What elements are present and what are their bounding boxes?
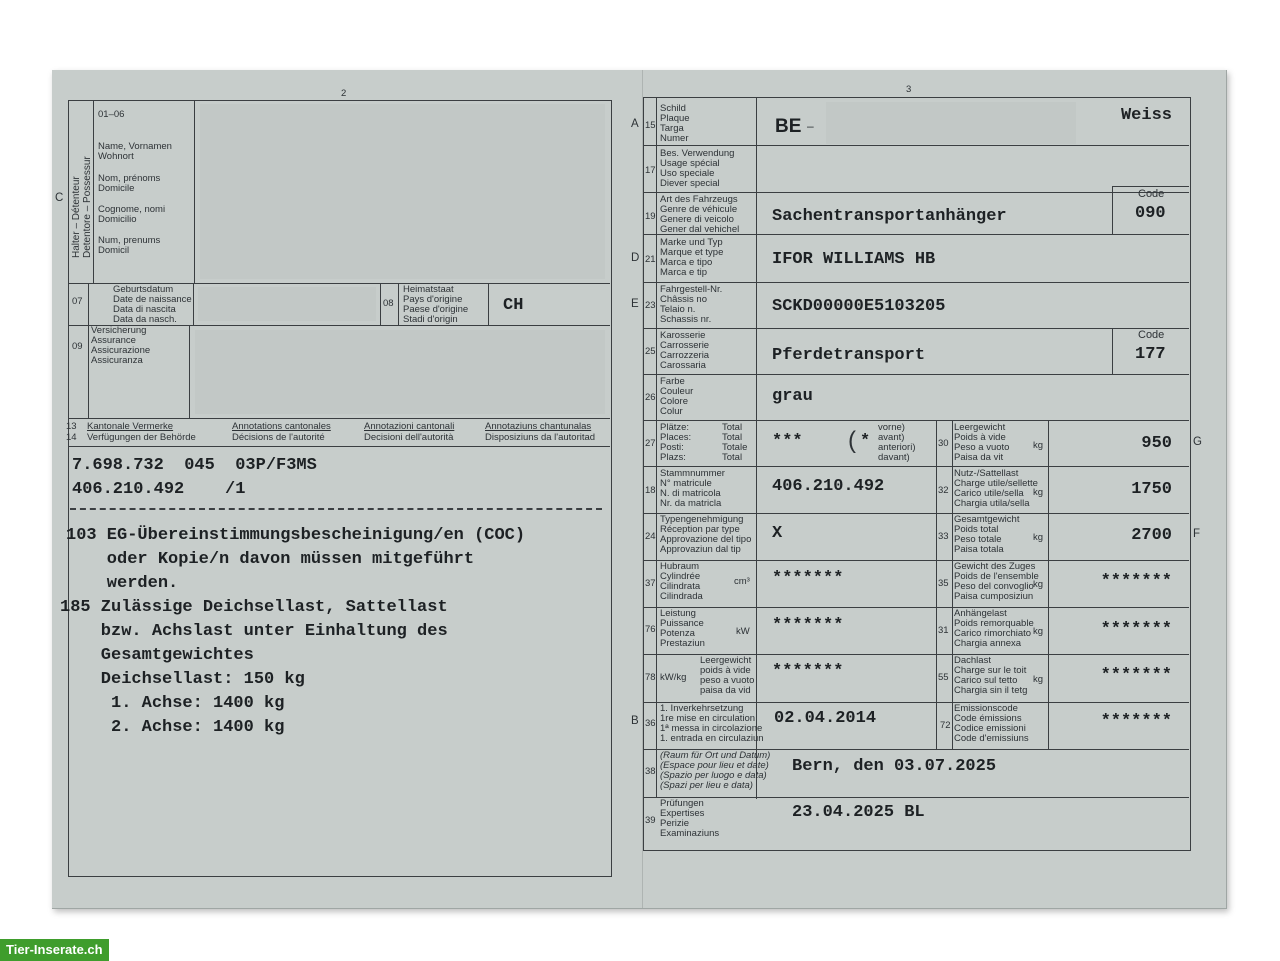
field-19-label: Art des Fahrzeugs Genre de véhicule Genere di veicolo Gener dal vehichel — [660, 194, 740, 235]
field-13-label-fr: Annotations cantonales — [232, 421, 331, 432]
field-32-value: 1750 — [1131, 480, 1172, 499]
side-letter-e: E — [631, 298, 639, 310]
field-17-number: 17 — [645, 165, 656, 176]
field-30-number: 30 — [938, 438, 949, 449]
field-33-label: Gesamtgewicht Poids total Peso totale Paisa totala — [954, 514, 1020, 555]
field-37-label: Hubraum Cylindrée Cilindrata Cilindrada — [660, 561, 703, 602]
field-23-label: Fahrgestell-Nr. Châssis no Telaio n. Schassis nr. — [660, 284, 723, 325]
field-13-label-de: Kantonale Vermerke — [87, 421, 174, 432]
field-78-value: ******* — [772, 662, 844, 681]
field-72-label: Emissionscode Code émissions Codice emissioni Code d'emissiuns — [954, 703, 1029, 744]
field-38-label: (Raum für Ort und Datum) (Espace pour lieu et date) (Spazio per luogo e data) (Spazi per lieu e data) — [660, 750, 771, 791]
side-letter-a: A — [631, 118, 639, 130]
field-38-number: 38 — [645, 766, 656, 777]
field-14-number: 14 — [66, 432, 77, 443]
field-21-number: 21 — [645, 254, 656, 265]
field-36-label: 1. Inverkehrsetzung 1re mise en circulation 1ª messa in circolazione 1. entrada en circulaziun — [660, 703, 764, 744]
field-07-number: 07 — [72, 296, 83, 307]
field-27-star: * — [860, 432, 871, 451]
field-27-value: *** — [772, 432, 803, 451]
field-15-number: 15 — [645, 120, 656, 131]
side-letter-f: F — [1193, 528, 1201, 540]
field-18-label: Stammnummer N° matricule N. di matricola Nr. da matricla — [660, 468, 725, 509]
remark-line: bzw. Achslast unter Einhaltung des — [60, 622, 448, 641]
redacted-birthdate — [198, 287, 376, 321]
holder-code: 01–06 — [98, 109, 125, 120]
field-18-number: 18 — [645, 485, 656, 496]
field-23-value: SCKD00000E5103205 — [772, 297, 946, 316]
field-25-code: 177 — [1135, 345, 1166, 364]
field-13-number: 13 — [66, 421, 77, 432]
field-30-label: Leergewicht Poids à vide Peso a vuoto Paisa da vit — [954, 422, 1010, 463]
field-76-value: ******* — [772, 616, 844, 635]
field-33-value: 2700 — [1131, 526, 1172, 545]
plate-color: Weiss — [1120, 106, 1172, 125]
left-page-number: 2 — [341, 88, 347, 99]
field-14-label-fr: Décisions de l'autorité — [232, 432, 325, 443]
site-watermark[interactable]: Tier-Inserate.ch — [0, 939, 109, 961]
field-13-label-rm: Annotaziuns chantunalas — [485, 421, 592, 432]
field-08-value: CH — [503, 296, 524, 315]
field-07-label: Geburtsdatum Date de naissance Data di nascita Data da nasch. — [113, 284, 192, 325]
field-35-number: 35 — [938, 578, 949, 589]
field-32-number: 32 — [938, 485, 949, 496]
field-25-value: Pferdetransport — [772, 346, 926, 365]
holder-label-de: Name, Vornamen Wohnort — [98, 141, 172, 162]
field-27-label: Plätze: Places: Posti: Plazs: — [660, 422, 692, 463]
field-09-number: 09 — [72, 341, 83, 352]
plate-value: BE — [775, 116, 802, 137]
side-letter-d: D — [631, 252, 640, 264]
field-36-value: 02.04.2014 — [774, 709, 877, 728]
field-37-unit: cm³ — [734, 576, 750, 587]
field-17-label: Bes. Verwendung Usage spécial Uso speciale Diever special — [660, 148, 735, 189]
field-19-number: 19 — [645, 211, 656, 222]
right-page-number: 3 — [906, 84, 912, 95]
remark-line: 185 Zulässige Deichsellast, Sattellast — [60, 598, 448, 617]
remark-line: Deichsellast: 150 kg — [60, 670, 305, 689]
field-35-unit: kg — [1033, 579, 1044, 590]
holder-label-fr: Nom, prénoms Domicile — [98, 173, 161, 194]
side-letter-g: G — [1193, 436, 1202, 448]
field-30-unit: kg — [1033, 440, 1044, 451]
field-15-label: Schild Plaque Targa Numer — [660, 103, 690, 144]
field-25-number: 25 — [645, 346, 656, 357]
redacted-holder-area — [200, 104, 605, 279]
field-31-number: 31 — [938, 625, 949, 636]
field-24-value: X — [772, 524, 783, 543]
field-35-value: ******* — [1100, 572, 1172, 591]
field-08-label: Heimatstaat Pays d'origine Paese d'origine Stadi d'origin — [403, 284, 469, 325]
field-32-label: Nutz-/Sattellast Charge utile/sellette Carico utile/sella Chargia utila/sella — [954, 468, 1038, 509]
remark-line: werden. — [66, 574, 179, 593]
field-14-label-de: Verfügungen der Behörde — [87, 432, 196, 443]
field-55-value: ******* — [1100, 666, 1172, 685]
field-19-code-label: Code — [1138, 188, 1165, 200]
field-31-label: Anhängelast Poids remorquable Carico rimorchiato Chargia annexa — [954, 608, 1034, 649]
field-76-unit: kW — [736, 626, 750, 637]
remarks-block — [60, 524, 526, 740]
field-33-unit: kg — [1033, 532, 1044, 543]
field-14-label-rm: Disposiziuns da l'autoritad — [485, 432, 596, 443]
field-18-value: 406.210.492 — [772, 477, 885, 496]
field-78-label: Leergewicht poids à vide peso a vuoto paisa da vid — [700, 655, 755, 696]
holder-label-rotated: Halter – Détenteur Detentore – Possessur — [71, 156, 93, 258]
holder-label-it: Cognome, nomi Domicilio — [98, 204, 166, 225]
field-27-front-label: vorne) avant) anteriori) davant) — [878, 422, 916, 463]
field-78-unit: kW/kg — [660, 672, 687, 683]
field-76-label: Leistung Puissance Potenza Prestaziun — [660, 608, 705, 649]
field-55-unit: kg — [1033, 674, 1044, 685]
remark-line: Gesamtgewichtes — [60, 646, 254, 665]
redacted-plate — [826, 102, 1076, 144]
field-09-label: Versicherung Assurance Assicurazione Assicuranza — [91, 325, 151, 366]
field-24-number: 24 — [645, 531, 656, 542]
remark-line: 1. Achse: 1400 kg — [60, 694, 285, 713]
field-25-code-label: Code — [1138, 329, 1165, 341]
field-33-number: 33 — [938, 531, 949, 542]
field-36-number: 36 — [645, 718, 656, 729]
field-37-number: 37 — [645, 578, 656, 589]
field-55-label: Dachlast Charge sur le toit Carico sul tetto Chargia sin il tetg — [954, 655, 1028, 696]
field-27-total-label: Total Total Totale Total — [722, 422, 748, 463]
field-78-number: 78 — [645, 672, 656, 683]
field-39-number: 39 — [645, 815, 656, 826]
field-38-value: Bern, den 03.07.2025 — [792, 757, 997, 776]
field-26-value: grau — [772, 387, 813, 406]
field-19-value: Sachentransportanhänger — [772, 207, 1007, 226]
field-76-number: 76 — [645, 624, 656, 635]
field-35-label: Gewicht des Zuges Poids de l'ensemble Peso del convoglio Paisa cumposiziun — [954, 561, 1039, 602]
field-19-code: 090 — [1135, 204, 1166, 223]
field-25-label: Karosserie Carrosserie Carrozzeria Carossaria — [660, 330, 710, 371]
field-21-value: IFOR WILLIAMS HB — [772, 250, 936, 269]
field-23-number: 23 — [645, 300, 656, 311]
field-08-number: 08 — [383, 298, 394, 309]
field-21-label: Marke und Typ Marque et type Marca e tipo Marca e tip — [660, 237, 724, 278]
field-24-label: Typengenehmigung Réception par type Approvazione del tipo Approvaziun dal tip — [660, 514, 752, 555]
field-39-value: 23.04.2025 BL — [792, 803, 925, 822]
field-30-value: 950 — [1141, 434, 1172, 453]
field-14-label-it: Decisioni dell'autorità — [364, 432, 454, 443]
field-27-number: 27 — [645, 438, 656, 449]
field-32-unit: kg — [1033, 487, 1044, 498]
cantonal-line-1: 7.698.732 045 03P/F3MS — [72, 456, 317, 475]
plate-dash: – — [807, 119, 814, 133]
field-72-value: ******* — [1100, 712, 1172, 731]
field-55-number: 55 — [938, 672, 949, 683]
field-39-label: Prüfungen Expertises Perizie Examinaziuns — [660, 798, 720, 839]
redacted-insurance — [195, 330, 605, 414]
field-31-value: ******* — [1100, 620, 1172, 639]
remark-line: 103 EG-Übereinstimmungsbescheinigung/en (COC) — [66, 526, 526, 545]
field-72-number: 72 — [940, 720, 951, 731]
cantonal-line-2: 406.210.492 /1 — [72, 480, 246, 499]
field-26-label: Farbe Couleur Colore Colur — [660, 376, 694, 417]
remark-line: oder Kopie/n davon müssen mitgeführt — [66, 550, 475, 569]
dashed-separator — [70, 508, 602, 510]
holder-label-rm: Num, prenums Domicil — [98, 235, 161, 256]
side-letter-b: B — [631, 715, 639, 727]
remark-line: 2. Achse: 1400 kg — [60, 718, 285, 737]
field-26-number: 26 — [645, 392, 656, 403]
field-13-label-it: Annotazioni cantonali — [364, 421, 455, 432]
field-37-value: ******* — [772, 569, 844, 588]
field-31-unit: kg — [1033, 626, 1044, 637]
side-letter-c: C — [55, 192, 64, 204]
